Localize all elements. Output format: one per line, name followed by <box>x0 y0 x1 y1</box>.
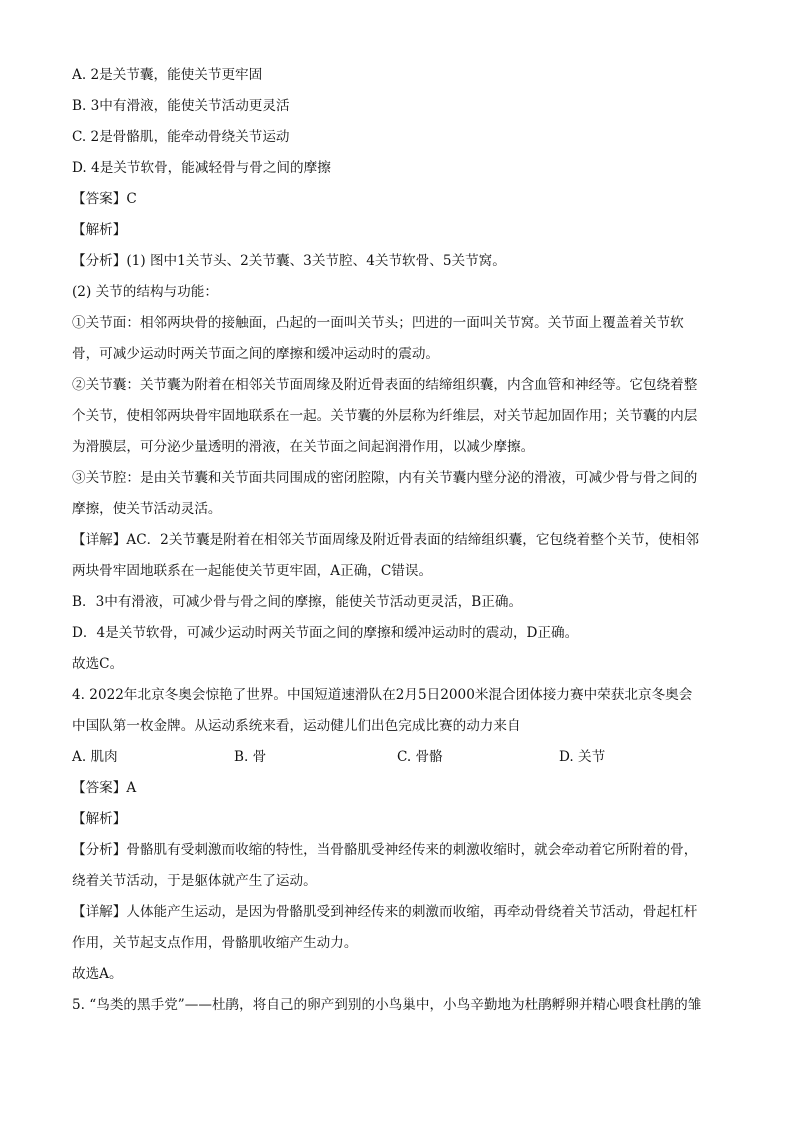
analysis-paragraph: 个关节，使相邻两块骨牢固地联系在一起。关节囊的外层称为纤维层，对关节起加固作用；关节囊的内层 <box>72 408 698 424</box>
question-5-text: 5. “鸟类的黑手党”——杜鹃，将自己的卵产到别的小鸟巢中，小鸟辛勤地为杜鹃孵卵并精心喂食杜鹃的雏 <box>72 997 702 1013</box>
option-b: B. 骨 <box>234 749 267 765</box>
analysis-paragraph: 【分析】骨骼肌有受刺激而收缩的特性，当骨骼肌受神经传来的刺激收缩时，就会牵动着它所附着的骨， <box>72 842 698 858</box>
detail-paragraph: B．3中有滑液，可减少骨与骨之间的摩擦，能使关节活动更灵活，B正确。 <box>72 594 523 610</box>
analysis-paragraph: 摩擦，使关节活动灵活。 <box>72 501 222 517</box>
document-page <box>72 60 724 1021</box>
question-4-text: 4. 2022年北京冬奥会惊艳了世界。中国短道速滑队在2月5日2000米混合团体接力赛中荣获北京冬奥会 <box>72 687 693 703</box>
detail-paragraph: 【详解】人体能产生运动，是因为骨骼肌受到神经传来的刺激而收缩，再牵动骨绕着关节活动，骨起杠杆 <box>72 904 698 920</box>
option-d: D. 关节 <box>559 749 606 765</box>
analysis-paragraph: 骨，可减少运动时两关节面之间的摩擦和缓冲运动时的震动。 <box>72 346 440 362</box>
detail-paragraph: 作用，关节起支点作用，骨骼肌收缩产生动力。 <box>72 935 358 951</box>
question-4-text: 中国队第一枚金牌。从运动系统来看，运动健儿们出色完成比赛的动力来自 <box>72 718 521 734</box>
question-4-options <box>72 742 724 773</box>
option-b-prev: B. 3中有滑液，能使关节活动更灵活 <box>72 98 290 114</box>
conclusion: 故选A。 <box>72 966 123 982</box>
option-a-prev: A. 2是关节囊，能使关节更牢固 <box>72 67 263 83</box>
analysis-paragraph: ③关节腔：是由关节囊和关节面共同围成的密闭腔隙，内有关节囊内壁分泌的滑液，可减少骨与骨之间的 <box>72 470 698 486</box>
option-d-prev: D. 4是关节软骨，能减轻骨与骨之间的摩擦 <box>72 160 331 176</box>
option-c: C. 骨骼 <box>397 749 443 765</box>
conclusion: 故选C。 <box>72 656 124 672</box>
analysis-paragraph: ②关节囊：关节囊为附着在相邻关节面周缘及附近骨表面的结缔组织囊，内含血管和神经等。它包绕着整 <box>72 377 698 393</box>
detail-paragraph: 【详解】AC．2关节囊是附着在相邻关节面周缘及附近骨表面的结缔组织囊，它包绕着整个关节，使相邻 <box>72 532 699 548</box>
analysis-label: 【解析】 <box>72 811 127 827</box>
option-a: A. 肌肉 <box>72 749 118 765</box>
answer-label: 【答案】A <box>72 780 137 796</box>
analysis-label: 【解析】 <box>72 222 127 238</box>
detail-paragraph: D．4是关节软骨，可减少运动时两关节面之间的摩擦和缓冲运动时的震动，D正确。 <box>72 625 579 641</box>
analysis-paragraph: 绕着关节活动，于是躯体就产生了运动。 <box>72 873 317 889</box>
analysis-paragraph: 【分析】(1) 图中1关节头、2关节囊、3关节腔、4关节软骨、5关节窝。 <box>72 253 506 269</box>
analysis-paragraph: 为滑膜层，可分泌少量透明的滑液，在关节面之间起润滑作用，以减少摩擦。 <box>72 439 535 455</box>
detail-paragraph: 两块骨牢固地联系在一起能使关节更牢固，A正确，C错误。 <box>72 563 433 579</box>
answer-label: 【答案】C <box>72 191 137 207</box>
analysis-paragraph: ①关节面：相邻两块骨的接触面，凸起的一面叫关节头；凹进的一面叫关节窝。关节面上覆盖着关节软 <box>72 315 684 331</box>
analysis-paragraph: (2) 关节的结构与功能： <box>72 284 218 300</box>
option-c-prev: C. 2是骨骼肌，能牵动骨绕关节运动 <box>72 129 290 145</box>
